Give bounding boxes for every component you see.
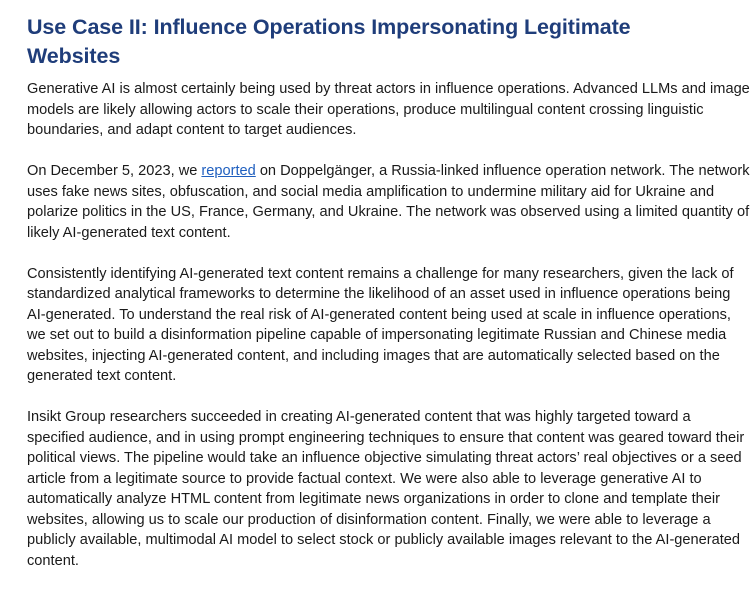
section-heading-line1: Use Case II: Influence Operations Impersonating Legitimate	[27, 15, 631, 39]
paragraph-results: Insikt Group researchers succeeded in creating AI-generated content that was highly targeted toward a specified audience, and in using prompt engineering techniques to ensure that content was geared toward their political views. The pipeline would take an influence objective simulating threat actors’ real objectives or a seed article from a legitimate source to provide factual context. We were also able to leverage generative AI to automatically analyze HTML content from legitimate news organizations in order to clone and template their websites, allowing us to scale our production of disinformation content. Finally, we were able to leverage a publicly available, multimodal AI model to select stock or publicly available images relevant to the AI-generated content.	[27, 409, 745, 569]
paragraph-doppelganger-lead: On December 5, 2023, we	[27, 163, 202, 179]
reported-link[interactable]: reported	[201, 163, 256, 179]
paragraph-challenge: Consistently identifying AI-generated text content remains a challenge for many researchers, given the lack of standardized analytical frameworks to determine the likelihood of an asset used in influence operations being AI-generated. To understand the real risk of AI-generated content being used at scale in influence operations, we set out to build a disinformation pipeline capable of impersonating legitimate Russian and Chinese media websites, injecting AI-generated content, and including images that are automatically selected based on the generated text content.	[27, 265, 734, 384]
paragraph-doppelganger	[27, 161, 751, 243]
section-heading	[27, 13, 751, 71]
paragraph-doppelganger-body: on Doppelgänger, a Russia-linked influence operation network. The network uses fake news sites, obfuscation, and social media amplification to undermine military aid for Ukraine and polarize politics in the US, France, Germany, and Ukraine. The network was observed using a limited quantity of likely AI-generated text content.	[27, 163, 750, 241]
section-heading-line2: Websites	[27, 44, 121, 68]
article-section	[27, 13, 751, 592]
paragraph-intro: Generative AI is almost certainly being used by threat actors in influence operations. Advanced LLMs and image models are likely allowing actors to scale their operations, produce multilingual content crossing linguistic boundaries, and adapt content to target audiences.	[27, 81, 750, 138]
